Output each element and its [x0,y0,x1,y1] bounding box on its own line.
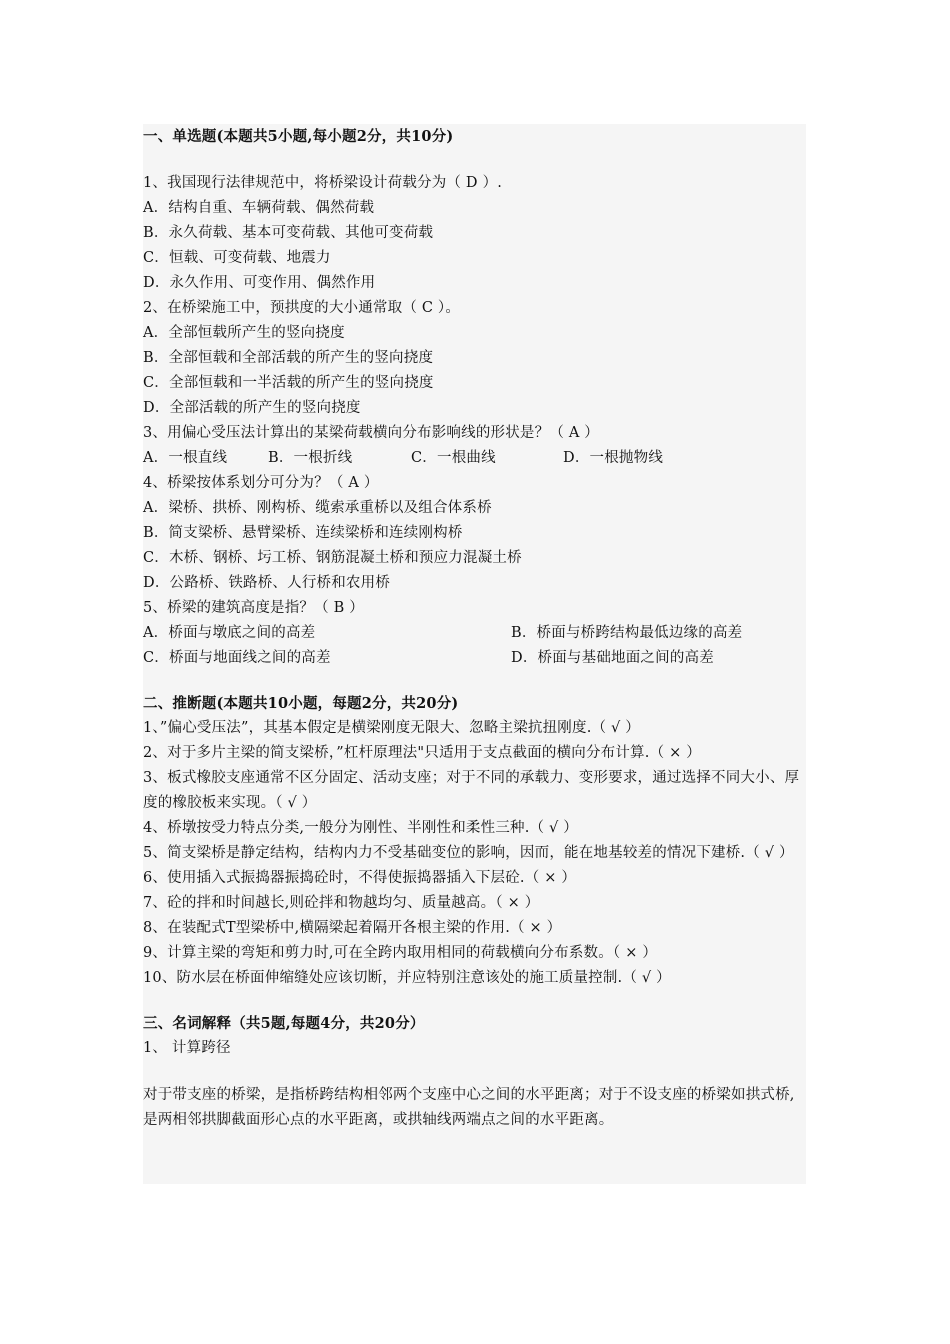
judgement-item: 9、计算主梁的弯矩和剪力时,可在全跨内取用相同的荷载横向分布系数。（ × ） [143,945,658,961]
question-4-stem: 4、桥梁按体系划分可分为？（ A ） [143,475,379,491]
question-5-option-b: B．桥面与桥跨结构最低边缘的高差 [511,625,743,641]
question-1-option-a: A．结构自重、车辆荷载、偶然荷载 [143,200,375,216]
question-1-option-c: C．恒载、可变荷载、地震力 [143,250,331,266]
question-5-option-d: D．桥面与基础地面之间的高差 [511,650,714,666]
question-2-stem: 2、在桥梁施工中，预拱度的大小通常取（ C ）。 [143,300,461,316]
judgement-item: 3、板式橡胶支座通常不区分固定、活动支座；对于不同的承载力、变形要求，通过选择不同大小、厚度的橡胶板来实现。（ √ ） [143,770,800,811]
judgement-item: 4、桥墩按受力特点分类,一般分为刚性、半刚性和柔性三种.（ √ ） [143,820,578,836]
term-1-heading: 1、 计算跨径 [143,1040,231,1056]
question-3-option-d: D．一根抛物线 [563,450,664,466]
section1-title: 一、单选题(本题共5小题,每小题2分，共10分) [143,128,454,145]
question-4-option-b: B．简支梁桥、悬臂梁桥、连续梁桥和连续刚构桥 [143,525,463,541]
question-5-options-row-1 [143,621,806,646]
question-5-stem: 5、桥梁的建筑高度是指？（ B ） [143,600,364,616]
question-4-option-a: A．梁桥、拱桥、刚构桥、缆索承重桥以及组合体系桥 [143,500,492,516]
question-3-options [143,446,806,471]
question-4-option-d: D．公路桥、铁路桥、人行桥和农用桥 [143,575,391,591]
term-1-definition: 对于带支座的桥梁，是指桥跨结构相邻两个支座中心之间的水平距离；对于不设支座的桥梁如拱式桥,是两相邻拱脚截面形心点的水平距离，或拱轴线两端点之间的水平距离。 [143,1087,795,1128]
question-5-option-c: C．桥面与地面线之间的高差 [143,650,331,666]
judgement-item: 8、在装配式T型梁桥中,横隔梁起着隔开各根主梁的作用.（ × ） [143,920,562,936]
judgement-item: 5、简支梁桥是静定结构，结构内力不受基础变位的影响，因而，能在地基较差的情况下建桥.（ √ ） [143,845,794,861]
section2-title: 二、推断题(本题共10小题，每题2分，共20分) [143,695,459,712]
question-1-option-b: B．永久荷载、基本可变荷载、其他可变荷载 [143,225,434,241]
question-1-stem: 1、我国现行法律规范中，将桥梁设计荷载分为（ D ）. [143,175,503,191]
document-page [143,124,806,1184]
document-content [143,124,806,1133]
section3-title: 三、名词解释（共5题,每题4分，共20分） [143,1015,425,1032]
question-5-option-a: A．桥面与墩底之间的高差 [143,625,316,641]
judgement-item: 7、砼的拌和时间越长,则砼拌和物越均匀、质量越高。（ × ） [143,895,540,911]
question-2-option-c: C．全部恒载和一半活载的所产生的竖向挠度 [143,375,434,391]
question-1-option-d: D．永久作用、可变作用、偶然作用 [143,275,376,291]
judgement-item: 2、对于多片主梁的简支梁桥，”杠杆原理法"只适用于支点截面的横向分布计算.（ × ） [143,745,701,761]
judgement-item: 1、”偏心受压法”，其基本假定是横梁刚度无限大、忽略主梁抗扭刚度.（ √ ） [143,720,640,736]
question-3-option-a: A．一根直线 [143,450,228,466]
question-2-option-b: B．全部恒载和全部活载的所产生的竖向挠度 [143,350,434,366]
question-2-option-a: A．全部恒载所产生的竖向挠度 [143,325,345,341]
question-3-option-c: C．一根曲线 [411,450,496,466]
question-4-option-c: C．木桥、钢桥、圬工桥、钢筋混凝土桥和预应力混凝土桥 [143,550,522,566]
judgement-item: 10、防水层在桥面伸缩缝处应该切断，并应特别注意该处的施工质量控制.（ √ ） [143,970,671,986]
question-3-stem: 3、用偏心受压法计算出的某梁荷载横向分布影响线的形状是？（ A ） [143,425,600,441]
judgement-item: 6、使用插入式振捣器振捣砼时，不得使振捣器插入下层砼.（ × ） [143,870,577,886]
question-3-option-b: B．一根折线 [268,450,353,466]
question-2-option-d: D．全部活载的所产生的竖向挠度 [143,400,361,416]
question-5-options-row-2 [143,646,806,671]
